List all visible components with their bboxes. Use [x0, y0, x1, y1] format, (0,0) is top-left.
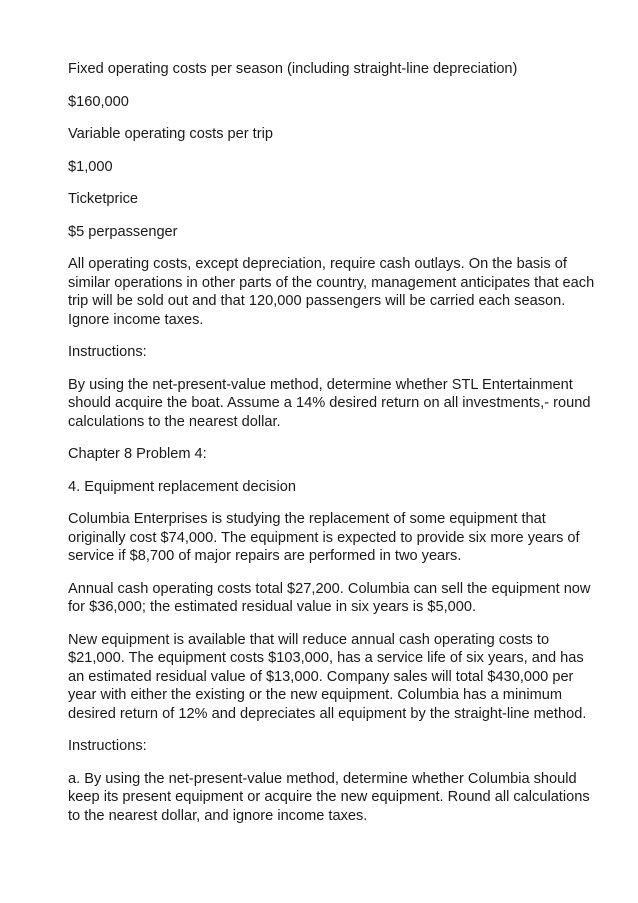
- document-body: [68, 60, 598, 839]
- stl-instructions-paragraph: By using the net-present-value method, determine whether STL Entertainment should acquire the boat. Assume a 14% desired return on all investments,- round calculations to the nearest dollar.: [68, 376, 591, 430]
- annual-costs-paragraph: Annual cash operating costs total $27,200. Columbia can sell the equipment now for $36,000; the estimated residual value in six years is $5,000.: [68, 580, 591, 615]
- new-equipment-paragraph: New equipment is available that will reduce annual cash operating costs to $21,000. The equipment costs $103,000, has a service life of six years, and has an estimated residual value of $13,000. Company sales will total $430,000 per year with either the existing or the new equipment. Columbia has a minimum desired return of 12% and depreciates all equipment by the straight-line method.: [68, 631, 587, 722]
- instructions-heading-2: Instructions:: [68, 738, 147, 754]
- operating-costs-paragraph: All operating costs, except depreciation, require cash outlays. On the basis of similar operations in other parts of the country, management anticipates that each trip will be sold out and that 120,000 passengers will be carried each season. Ignore income taxes.: [68, 256, 595, 328]
- ticket-price-value: $5 perpassenger: [68, 223, 178, 240]
- variable-costs-label: Variable operating costs per trip: [68, 126, 273, 142]
- chapter-problem-heading: Chapter 8 Problem 4:: [68, 446, 207, 462]
- ticket-price-label: Ticketprice: [68, 191, 139, 207]
- instruction-a-paragraph: a. By using the net-present-value method, determine whether Columbia should keep its present equipment or acquire the new equipment. Round all calculations to the nearest dollar, and ignore income taxes.: [68, 770, 590, 824]
- fixed-costs-label: Fixed operating costs per season (including straight-line depreciation): [68, 61, 518, 77]
- variable-costs-value: $1,000: [68, 158, 113, 175]
- fixed-costs-value: $160,000: [68, 93, 129, 110]
- columbia-intro-paragraph: Columbia Enterprises is studying the replacement of some equipment that originally cost $74,000. The equipment is expected to provide six more years of service if $8,700 of major repairs are performed in two years.: [68, 511, 580, 564]
- problem-title: 4. Equipment replacement decision: [68, 478, 296, 495]
- instructions-heading: Instructions:: [68, 344, 147, 360]
